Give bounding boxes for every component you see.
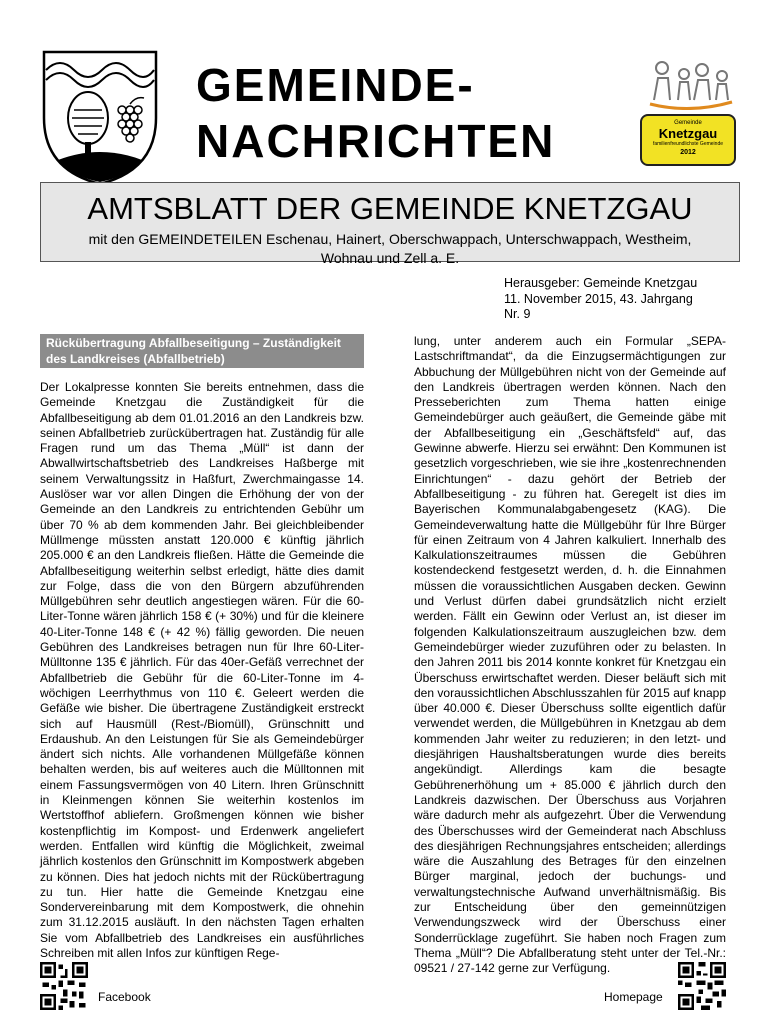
article-column-right: lung, unter anderem auch ein Formular „SEPA-Lastschriftmandat“, da die Einzugsermächtigungen zur Abbuchung der Müllgebühren nicht von der Gemeinde auf den Landkreis übertragen werden können. Nach den Presseberichten zum Thema hatten einige Gemeindebürger auch geäußert, die Gemeinde gäbe mit der Abfallbeseitigung ein „Geschäftsfeld“ auf, das Gewinne abwerfe. Hierzu sei erwähnt: Den Kommunen ist gesetzlich vorgeschrieben, wie sie ihre „kostenrechnenden Einrichtungen“ - dazu gehört der Betrieb der Abfallbeseitigung - zu führen hat. Geregelt ist dies im Bayerischen Kommunalabgabengesetz (KAG). Die Gemeindeverwaltung hatte die Müllgebühr für Ihre Bürger für einen Zeitraum von 4 Jahren kalkuliert. Innerhalb des Kalkulationszeitraumes müssen die Gebühren kostendeckend festgesetzt werden, d. h. die Einnahmen müssen die voraussichtlichen Ausgaben decken. Gewinn und Verlust dürfen dabei grundsätzlich nicht erzielt werden. Fällt ein Gewinn oder Verlust an, ist dieser im folgenden Kalkulationszeitraum auszugleichen bzw. dem Gemeindebürger wieder zuzuführen oder zu belasten. In den Jahren 2011 bis 2014 konnte konkret für Knetzgau ein Überschuss erwirtschaftet werden. Dieser beläuft sich mit den voraussichtlichen Abschlusszahlen für 2015 auf knapp über 40.000 €. Dieser Überschuss sollte eigentlich dafür verwendet werden, die Müllgebühren in Knetzgau ab dem kommenden Jahr weiter zu reduzieren; in den letzt- und diesjährigen Haushaltsberatungen wurde dies bereits angekündigt. Allerdings kam die besagte Gebührenerhöhung um + 85.000 € jährlich durch den Landkreis dazwischen. Der Überschuss aus Vorjahren wäre dadurch mehr als aufgezehrt. Über die Verwendung des Überschusses wird der Gemeinderat nach Abschluss des diesjährigen Rechnungsjahres entscheiden; allerdings wäre die Auszahlung des Betrages für den einzelnen Bürger marginal, jedoch der buchungs- und verwaltungstechnische Aufwand unverhältnismäßig. Bis zur Entscheidung über den gemeinnützigen Verwendungszweck wird der Überschuss einer Sonderrücklage zugeführt. Sie haben noch Fragen zum Thema „Müll“? Die Abfallberatung steht unter der Tel.-Nr.: 09521 / 27-142 gerne zur Verfügung. xyxy=(414,334,726,976)
publisher-date: 11. November 2015, 43. Jahrgang xyxy=(504,291,693,306)
publisher-issue: Nr. 9 xyxy=(504,307,531,321)
knetzgau-badge xyxy=(640,114,736,166)
amtsblatt-subtitle: mit den GEMEINDETEILEN Eschenau, Hainert, Oberschwappach, Unterschwappach, Westheim, Wohnau und Zell a. E. xyxy=(88,231,692,266)
amtsblatt-box xyxy=(40,182,740,266)
coat-of-arms-icon xyxy=(40,48,160,188)
amtsblatt-title: AMTSBLATT DER GEMEINDE KNETZGAU xyxy=(87,191,693,226)
qr-code-icon[interactable] xyxy=(40,962,88,1010)
facebook-label: Facebook xyxy=(98,990,151,1004)
qr-code-icon[interactable] xyxy=(678,962,726,1010)
badge-year: 2012 xyxy=(680,149,696,156)
badge-line-1: Gemeinde xyxy=(674,120,702,126)
publisher-info xyxy=(504,276,697,323)
title-line-2: NACHRICHTEN xyxy=(196,115,556,167)
family-logo-icon xyxy=(640,56,740,110)
article-column-left: Der Lokalpresse konnten Sie bereits entnehmen, dass die Gemeinde Knetzgau die Zuständigkeit für die Abfallbeseitigung ab dem 01.01.2016 an den Landkreis bzw. seinen Abfallbetrieb zurückübertragen hat. Zuständig für alle Fragen rund um das Thema „Müll“ ist dann der Abwallwirtschaftsbetrieb des Landkreises Haßberge mit seinem Verwaltungssitz in Haßfurt, Zwerchmaingasse 14. Auslöser war vor allen Dingen die Erhöhung der von der Gemeinde an den Landkreis zu entrichtenden Gebühr um über 70 % ab dem kommenden Jahr. Bei gleichbleibender Müllmenge müssten anstatt 120.000 € künftig jährlich 205.000 € an den Landkreis fließen. Hätte die Gemeinde die Abfallbeseitigung weiterhin selbst erledigt, hätte dies damit zur Folge, dass die von den Bürgern abzuführenden Müllgebühren sehr deutlich angestiegen wären. Für die 60-Liter-Tonne wären jährlich 158 € (+ 30%) und für die kleinere 40-Liter-Tonne 148 € (+ 42 %) fällig geworden. Die neuen Gebühren des Landkreises betragen nun für Ihre 60-Liter-Mülltonne 135 € jährlich. Für das 40er-Gefäß verrechnet der Abfallbetrieb die Gebühr für die 60-Liter-Tonne im 4-wöchigen Leerrhythmus von 110 €. Geleert werden die Gefäße wie bisher. Die übertragene Zuständigkeit erstreckt sich auf Hausmüll (Rest-/Biomüll), Grünschnitt und Erdaushub. An den Leistungen für Sie als Gemeindebürger ändert sich nichts. Alle vorhandenen Müllgefäße können behalten werden, bis auf weiteres auch die Mülltonnen mit einem Fassungsvermögen von 40 Litern. Ihren Grünschnitt in Kleinmengen können Sie weiterhin kostenlos im Wertstoffhof abliefern. Großmengen können wie bisher kostenpflichtig im Kompost- und Erdenwerk angeliefert werden. Entfallen wird künftig die Möglichkeit, zweimal jährlich kostenlos den Grünschnitt im Kompostwerk abgeben zu können. Dies hat jedoch nichts mit der Rückübertragung zu tun. Hier hatte die Gemeinde Knetzgau eine Sondervereinbarung mit dem Kompostwerk, die ohnehin zum 31.12.2015 ausläuft. In den nächsten Tagen erhalten Sie vom Abfallbetrieb des Landkreises ein ausführliches Schreiben mit allen Infos zur künftigen Rege- xyxy=(40,380,364,960)
publisher-line-1: Herausgeber: Gemeinde Knetzgau xyxy=(504,276,698,290)
title-line-1: GEMEINDE- xyxy=(196,59,475,111)
article-heading: Rückübertragung Abfallbeseitigung – Zuständigkeit des Landkreises (Abfallbetrieb) xyxy=(40,334,364,368)
badge-line-3: familienfreundlichste Gemeinde xyxy=(652,141,724,147)
badge-name: Knetzgau xyxy=(658,126,718,141)
homepage-label: Homepage xyxy=(604,990,663,1004)
